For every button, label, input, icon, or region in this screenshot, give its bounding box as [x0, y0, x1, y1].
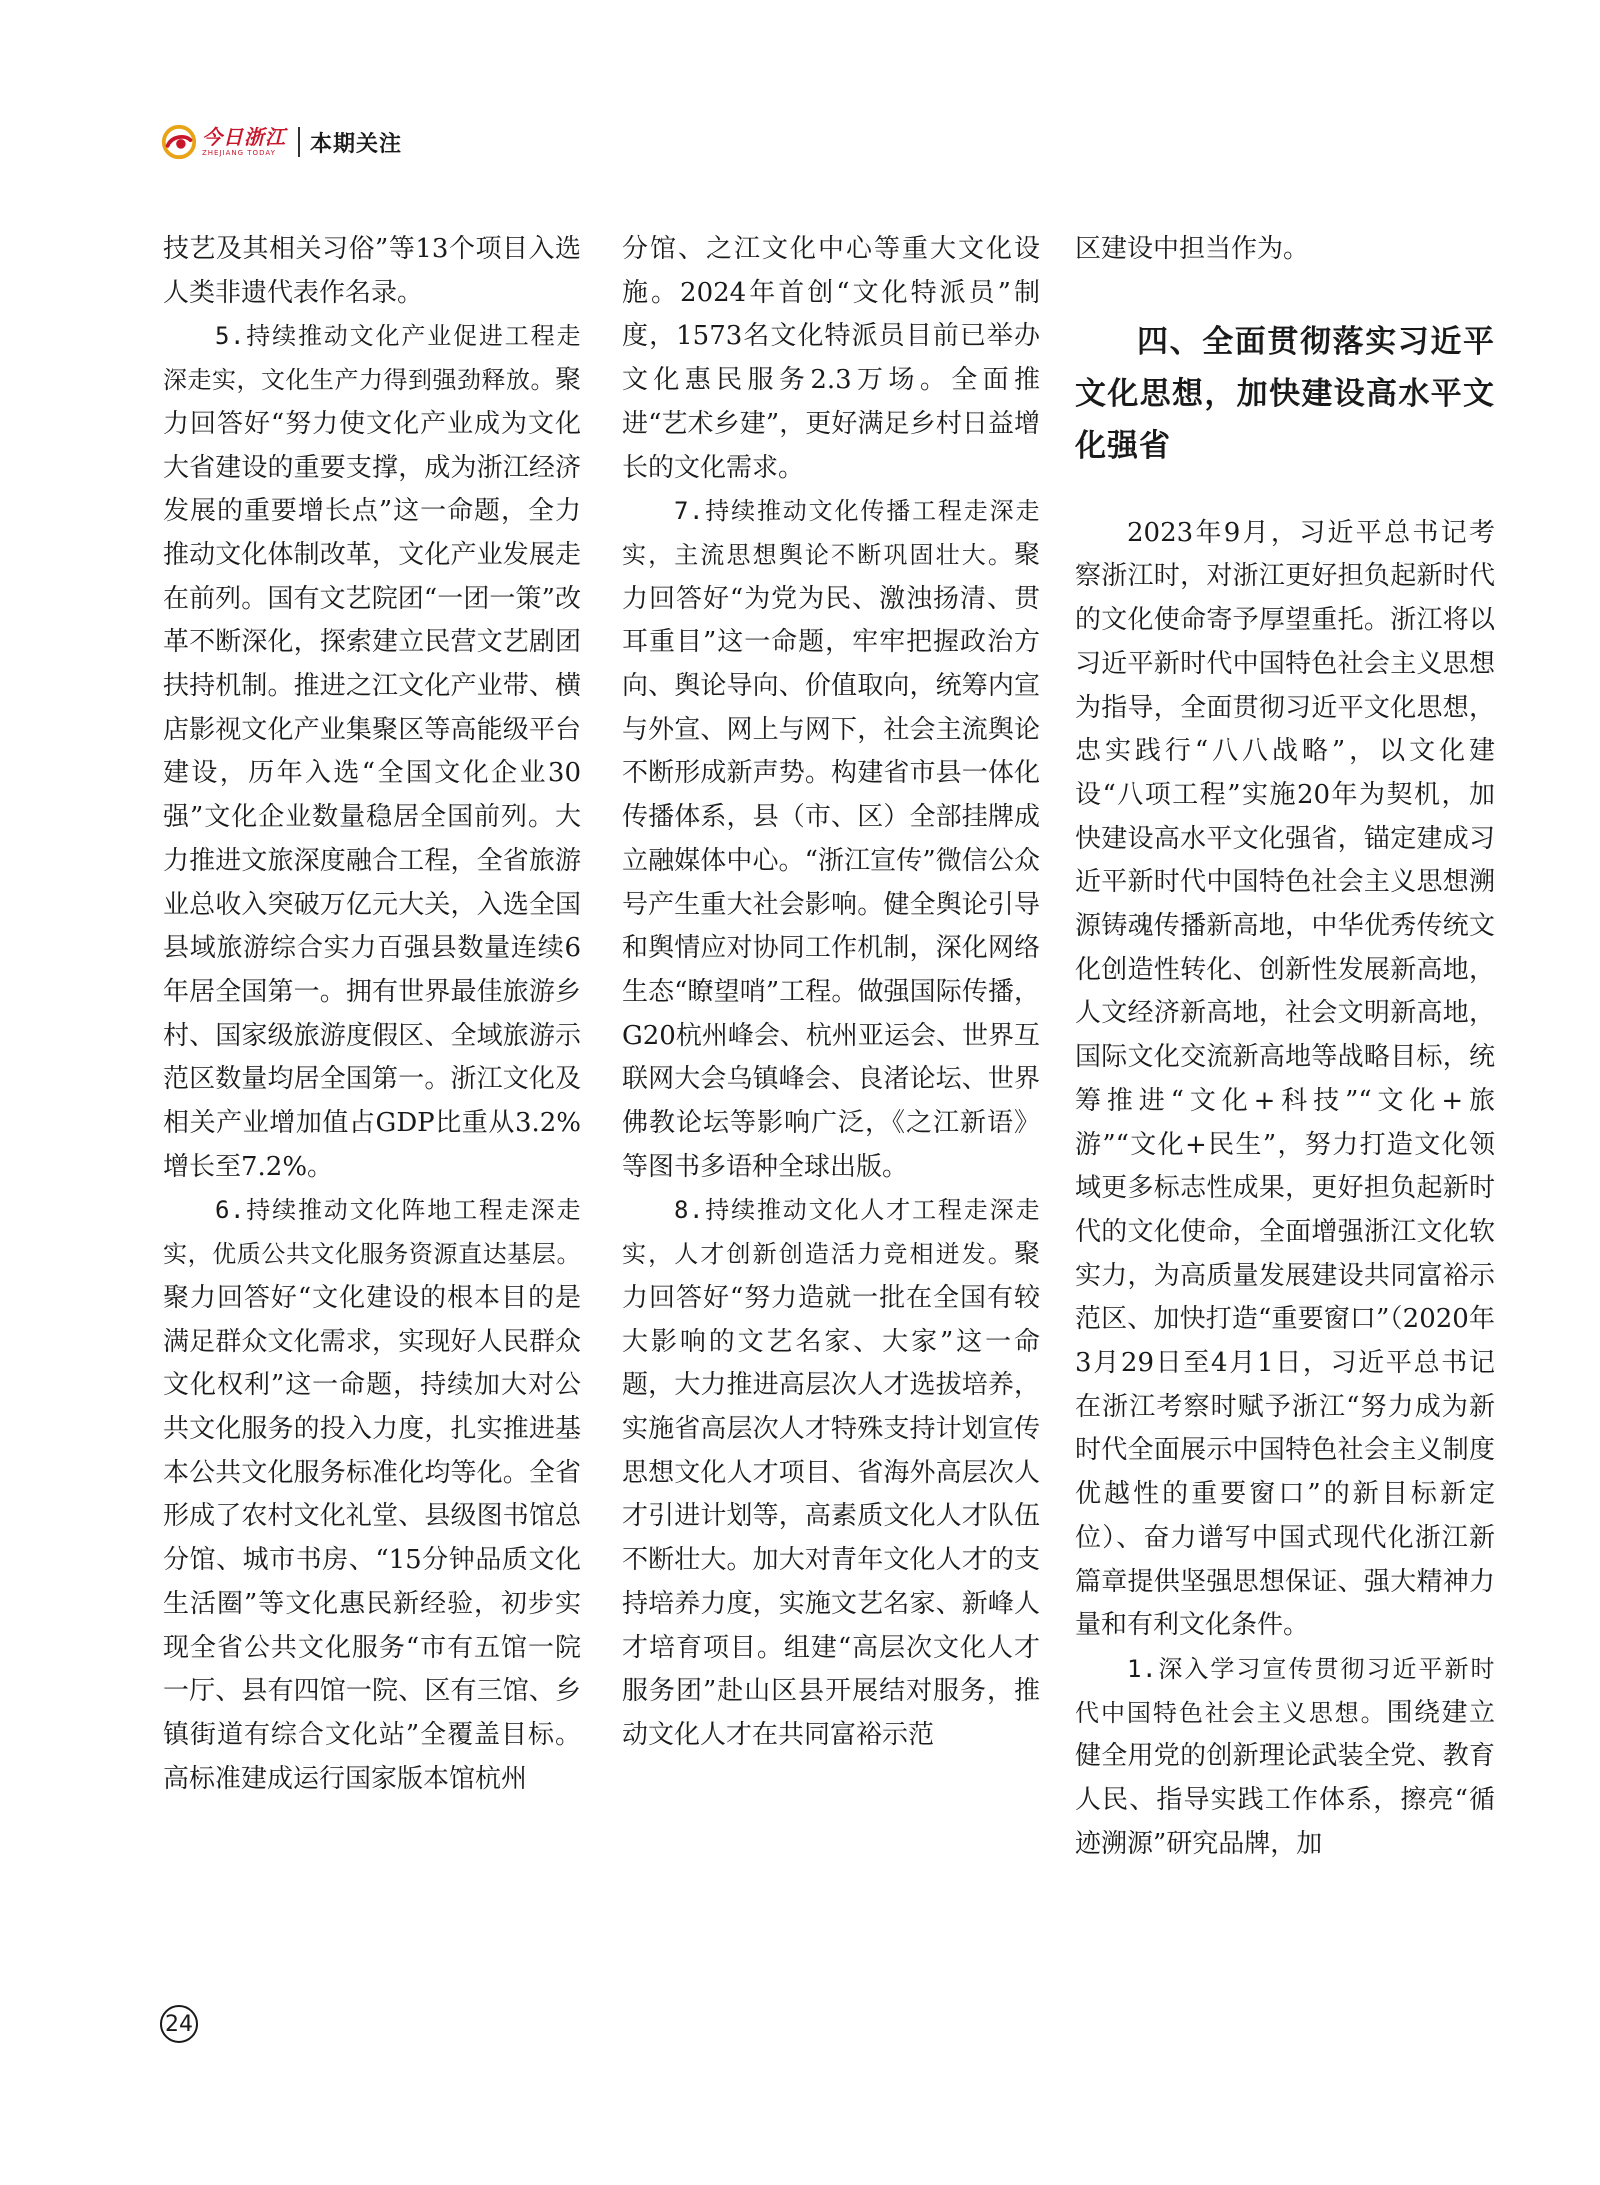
item-body: 聚力回答好“努力使文化产业成为文化大省建设的重要支撑，成为浙江经济发展的重要增长点”这一命题，全力推动文化体制改革，文化产业发展走在前列。国有文艺院团“一团一策”改革不断深化，探索建立民营文艺剧团扶持机制。推进之江文化产业带、横店影视文化产业集聚区等高能级平台建设，历年入选“全国文化企业30强”文化企业数量稳居全国前列。大力推进文旅深度融合工程，全省旅游业总收入突破万亿元大关，入选全国县域旅游综合实力百强县数量连续6年居全国第一。拥有世界最佳旅游乡村、国家级旅游度假区、全域旅游示范区数量均居全国第一。浙江文化及相关产业增加值占GDP比重从3.2%增长至7.2%。 [163, 365, 582, 1182]
paragraph [622, 1189, 1040, 1757]
item-lead: 7.持续推动文化传播工程走深走实，主流思想舆论不断巩固壮大。 [622, 497, 1040, 569]
paragraph [622, 490, 1040, 1189]
header-divider [298, 127, 300, 157]
section-heading: 四、全面贯彻落实习近平文化思想，加快建设高水平文化强省 [1075, 323, 1495, 464]
item-body: 围绕建立健全用党的创新理论武装全党、教育人民、指导实践工作体系，擦亮“循迹溯源”研究品牌，加 [1075, 1697, 1495, 1859]
paragraph [163, 315, 581, 1189]
item-body: 聚力回答好“为党为民、激浊扬清、贯耳重目”这一命题，牢牢把握政治方向、舆论导向、价值取向，统筹内宣与外宣、网上与网下，社会主流舆论不断形成新声势。构建省市县一体化传播体系，县（市、区）全部挂牌成立融媒体中心。“浙江宣传”微信公众号产生重大社会影响。健全舆论引导和舆情应对协同工作机制，深化网络生态“瞭望哨”工程。做强国际传播，G20杭州峰会、杭州亚运会、世界互联网大会乌镇峰会、良渚论坛、世界佛教论坛等影响广泛，《之江新语》等图书多语种全球出版。 [622, 539, 1040, 1182]
paragraph: 2023年9月，习近平总书记考察浙江时，对浙江更好担负起新时代的文化使命寄予厚望重托。浙江将以习近平新时代中国特色社会主义思想为指导，全面贯彻习近平文化思想，忠实践行“八八战略”，以文化建设“八项工程”实施20年为契机，加快建设高水平文化强省，锚定建成习近平新时代中国特色社会主义思想溯源铸魂传播新高地，中华优秀传统文化创造性转化、创新性发展新高地，人文经济新高地，社会文明新高地，国际文化交流新高地等战略目标，统筹推进“文化+科技”“文化+旅游”“文化+民生”，努力打造文化领域更多标志性成果，更好担负起新时代的文化使命，全面增强浙江文化软实力，为高质量发展建设共同富裕示范区、加快打造“重要窗口”（2020年3月29日至4月1日，习近平总书记在浙江考察时赋予浙江“努力成为新时代全面展示中国特色社会主义制度优越性的重要窗口”的新目标新定位）、奋力谱写中国式现代化浙江新篇章提供坚强思想保证、强大精神力量和有利文化条件。 [1075, 517, 1495, 1641]
page-number: 24 [160, 2005, 198, 2043]
text-column-1 [163, 228, 581, 1801]
item-lead: 5.持续推动文化产业促进工程走深走实，文化生产力得到强劲释放。 [163, 322, 581, 395]
item-body: 聚力回答好“文化建设的根本目的是满足群众文化需求，实现好人民群众文化权利”这一命题，持续加大对公共文化服务的投入力度，扎实推进基本公共文化服务标准化均等化。全省形成了农村文化礼堂、县级图书馆总分馆、城市书房、“15分钟品质文化生活圈”等文化惠民新经验，初步实现全省公共文化服务“市有五馆一院一厅、县有四馆一院、区有三馆、乡镇街道有综合文化站”全覆盖目标。高标准建成运行国家版本馆杭州 [163, 1282, 581, 1794]
logo-chinese-name: 今日浙江 [202, 125, 286, 149]
magazine-logo [160, 123, 286, 161]
paragraph: 技艺及其相关习俗”等13个项目入选人类非遗代表作名录。 [163, 234, 581, 308]
paragraph [163, 1189, 581, 1801]
item-lead: 1.深入学习宣传贯彻习近平新时代中国特色社会主义思想。 [1075, 1654, 1495, 1727]
item-lead: 6.持续推动文化阵地工程走深走实，优质公共文化服务资源直达基层。 [163, 1196, 581, 1269]
section-label: 本期关注 [310, 131, 403, 157]
text-column-2 [622, 228, 1040, 1758]
sun-swirl-logo-icon [160, 123, 198, 161]
paragraph [1075, 1648, 1495, 1867]
page-header [160, 118, 402, 166]
text-column-3 [1075, 228, 1495, 1867]
item-body: 聚力回答好“努力造就一批在全国有较大影响的文艺名家、大家”这一命题，大力推进高层次人才选拔培养，实施省高层次人才特殊支持计划宣传思想文化人才项目、省海外高层次人才引进计划等，高素质文化人才队伍不断壮大。加大对青年文化人才的支持培养力度，实施文艺名家、新峰人才培育项目。组建“高层次文化人才服务团”赴山区县开展结对服务，推动文化人才在共同富裕示范 [622, 1239, 1040, 1750]
item-lead: 8.持续推动文化人才工程走深走实，人才创新创造活力竞相迸发。 [622, 1196, 1040, 1269]
logo-english-name: ZHEJIANG TODAY [202, 149, 276, 157]
paragraph: 分馆、之江文化中心等重大文化设施。2024年首创“文化特派员”制度，1573名文化特派员目前已举办文化惠民服务2.3万场。全面推进“艺术乡建”，更好满足乡村日益增长的文化需求。 [622, 234, 1040, 483]
paragraph: 区建设中担当作为。 [1075, 234, 1310, 264]
